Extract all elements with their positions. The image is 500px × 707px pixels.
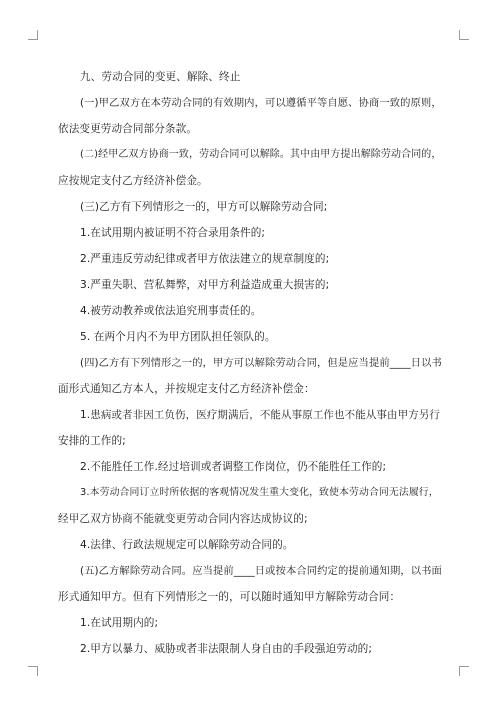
crop-mark-bottom-left [28,666,38,676]
paragraph-line: (三)乙方有下列情形之一的，甲方可以解除劳动合同; [80,201,328,213]
paragraph-line: 面形式通知乙方本人，并按规定支付乙方经济补偿金： [58,383,315,395]
list-item: 2.甲方以暴力、威胁或者非法限制人身自由的手段强迫劳动的; [80,643,373,655]
list-item: 2.不能胜任工作.经过培训或者调整工作岗位，仍不能胜任工作的; [80,461,387,473]
list-item: 经甲乙双方协商不能就变更劳动合同内容达成协议的; [58,513,308,525]
crop-mark-top-left [28,30,38,40]
list-item: 1.在试用期内的; [80,617,159,629]
list-item: 4.被劳动教养或依法追究刑事责任的。 [80,305,262,317]
paragraph-line: 依法变更劳动合同部分条款。 [58,123,198,135]
section-heading: 九、劳动合同的变更、解除、终止 [80,71,241,83]
list-item: 1.患病或者非因工负伤，医疗期满后，不能从事原工作也不能从事由甲方另行 [80,409,441,421]
paragraph-line: (五)乙方解除劳动合同。应当提前____日或按本合同约定的提前通知期，以书面 [80,565,442,577]
paragraph-line: 形式通知甲方。但有下列情形之一的，可以随时通知甲方解除劳动合同： [58,591,401,603]
list-item: 安排的工作的; [58,435,126,447]
list-item: 3.本劳动合同订立时所依据的客观情况发生重大变化，致使本劳动合同无法履行， [80,487,439,498]
crop-mark-top-right [459,30,469,40]
crop-mark-bottom-right [459,666,469,676]
paragraph-line: (四)乙方有下列情形之一的，甲方可以解除劳动合同，但是应当提前____日以书 [80,357,442,369]
list-item: 3.严重失职、营私舞弊，对甲方利益造成重大损害的; [80,279,330,291]
paragraph-line: (二)经甲乙双方协商一致，劳动合同可以解除。其中由甲方提出解除劳动合同的， [80,149,442,160]
list-item: 2.严重违反劳动纪律或者甲方依法建立的规章制度的; [80,253,330,265]
paragraph-line: (一)甲乙双方在本劳动合同的有效期内，可以遵循平等自愿、协商一致的原则， [80,97,442,109]
list-item: 5. 在两个月内不为甲方团队担任领队的。 [80,331,276,343]
list-item: 4.法律、行政法规规定可以解除劳动合同的。 [80,539,294,551]
paragraph-line: 应按规定支付乙方经济补偿金。 [58,175,208,187]
list-item: 1.在试用期内被证明不符合录用条件的; [80,227,266,239]
